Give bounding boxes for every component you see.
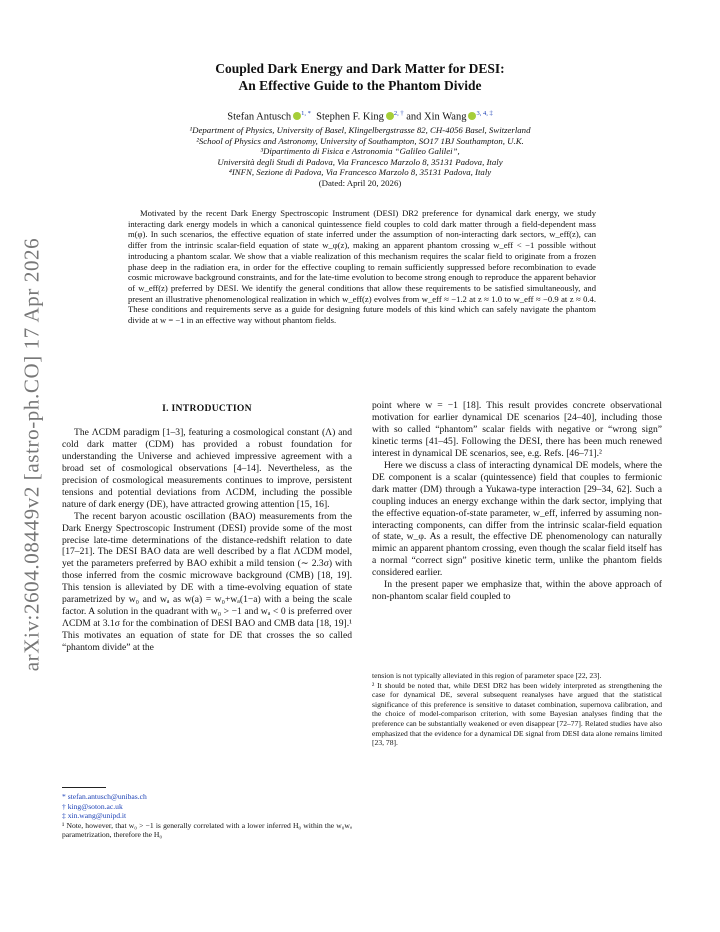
arxiv-sidebar-stamp [12, 224, 52, 684]
footnote-text: ² It should be noted that, while DESI DR2 has been widely interpreted as strengthening the case for dynamical DE, several subsequent reanalyses have argued that the statistical significance of this preference is sensitive to dataset combination, supernova calibration, and the choice of model-comparison criterion, with some Bayesian analyses finding that the preference can be substantially weakened or even disappear [72–77]. Related studies have also emphasized that the evidence for a dynamical DE signal from DESI data alone remains limited [23, 78]. [372, 680, 662, 748]
author-name: Xin Wang [424, 111, 467, 123]
author-conjunction: and [406, 111, 422, 123]
author-name: Stephen F. King [316, 111, 384, 123]
body-paragraph: point where w = −1 [18]. This result provides concrete observational motivation for earlier dynamical DE scenarios [24–40], including those with so called “phantom” scalar fields with negative or “wrong sign” kinetic terms [41–45]. Following the DESI, there has been much renewed interest in dynamical DE scenarios, see, e.g. Refs. [46–71].² [372, 400, 662, 459]
paper-title [80, 60, 640, 94]
orcid-icon[interactable] [293, 112, 301, 120]
affiliation-line: Università degli Studi di Padova, Via Francesco Marzolo 8, 35131 Padova, Italy [217, 156, 503, 167]
author-name: Stefan Antusch [227, 111, 292, 123]
footnote-rule [62, 787, 106, 788]
affiliation-line: ¹Department of Physics, University of Basel, Klingelbergstrasse 82, CH-4056 Basel, Switzerland [189, 125, 531, 135]
left-column [62, 400, 352, 654]
affiliation-line: ⁴INFN, Sezione di Padova, Via Francesco Marzolo 8, 35131 Padova, Italy [228, 167, 492, 178]
abstract: Motivated by the recent Dark Energy Spectroscopic Instrument (DESI) DR2 preference for dynamical dark energy, we study interacting dark energy models in which a canonical quintessence field couples to cold dark matter through a field-dependent mass m(φ). In such scenarios, the effective equation of state inferred under the assumption of non-interacting dark sectors, w_eff(z), can differ from the intrinsic scalar-field equation of state w_φ(z), making an apparent phantom crossing w_eff < −1 possible without introducing a phantom scalar. We show that a viable realization of this mechanism requires the scalar field to originate from a frozen phase deep in the radiation era, in order for the effective coupling to remain sufficiently suppressed before recombination to evade cosmic microwave background constraints, and for the late-time evolution to become strong enough to reproduce the apparent behavior of w_eff(z) preferred by DESI. We identify the general conditions that allow these requirements to be satisfied simultaneously, and present an illustrative phenomenological realization in which w_eff(z) evolves from w_eff ≈ −1.2 at z ≈ 1.0 to w_eff ≈ −0.9 at z ≈ 0.4. These conditions and requirements serve as a guide for designing future models of this kind which can safely navigate the phantom divide at w = −1 in an effective way without phantom fields. [128, 208, 596, 326]
footnotes-left [62, 792, 352, 840]
body-paragraph: The ΛCDM paradigm [1–3], featuring a cosmological constant (Λ) and cold dark matter (CDM) has provided a robust foundation for understanding the Universe and achieved impressive agreement with a broad set of cosmological observations [4–14]. Nevertheless, as the precision of cosmological measurements continues to improve, persistent tensions and potential deviations from ΛCDM, including the possible nature of dark energy (DE), have attracted growing attention [15, 16]. [62, 426, 352, 510]
affiliation-line: ³Dipartimento di Fisica e Astronomia “Galileo Galilei”, [260, 146, 460, 157]
title-line-2: An Effective Guide to the Phantom Divide [238, 78, 482, 93]
author-superscript[interactable]: 3, 4, ‡ [476, 110, 493, 117]
footnote-email[interactable]: ‡ xin.wang@unipd.it [62, 811, 127, 821]
section-heading: I. INTRODUCTION [162, 403, 252, 414]
footnote-email[interactable]: * stefan.antusch@unibas.ch [62, 792, 147, 801]
orcid-icon[interactable] [386, 112, 394, 120]
date-line: (Dated: April 20, 2026) [318, 177, 402, 188]
arxiv-identifier: arXiv:2604.08449v2 [astro-ph.CO] 17 Apr 2026 [19, 237, 44, 671]
title-line-1: Coupled Dark Energy and Dark Matter for DESI: [215, 61, 505, 76]
body-paragraph: In the present paper we emphasize that, within the above approach of non-phantom scalar field coupled to [372, 579, 662, 603]
footnotes-right [372, 671, 662, 748]
author-superscript[interactable]: 2, † [393, 110, 404, 117]
body-paragraph: The recent baryon acoustic oscillation (BAO) measurements from the Dark Energy Spectroscopic Instrument (DESI) provide some of the most precise late-time determinations of the distance-redshift relation to date [17–21]. The DESI BAO data are well described by a flat ΛCDM model, yet the parameters preferred by BAO exhibit a mild tension (∼ 2.3σ) with those inferred from the cosmic microwave background (CMB) [18, 19]. This tension is alleviated by DE with a time-evolving equation of state parametrized by w₀ and wₐ as w(a) = w₀+wₐ(1−a) with a being the scale factor. A solution in the quadrant with w₀ > −1 and wₐ < 0 is preferred over ΛCDM at 3.1σ for the combination of DESI BAO and CMB data [18, 19].¹ This motivates an equation of state for DE that crosses the so called “phantom divide” at the [62, 510, 352, 654]
body-paragraph: Here we discuss a class of interacting dynamical DE models, where the DE component is a scalar (quintessence) field that couples to fermionic dark matter (DM) through a Yukawa-type interaction [29–34, 62]. Such a coupling induces an energy exchange within the dark sector, implying that the effective equation-of-state parameter, w_eff, inferred by assuming non-interacting components, can differ from the intrinsic scalar-field equation of state, w_φ. As a result, the effective DE phenomenology can naturally mimic an apparent phantom crossing, even though the scalar field itself has a normal “correct sign” positive kinetic term, unlike the phantom fields considered earlier. [372, 459, 662, 579]
footnote-text: tension is not typically alleviated in this region of parameter space [22, 23]. [372, 671, 602, 680]
author-list [80, 110, 640, 123]
footnote-email[interactable]: † king@soton.ac.uk [62, 801, 123, 811]
footnote-text: ¹ Note, however, that w₀ > −1 is generally correlated with a lower inferred H₀ within the w₀wₐ parametrization, therefore the H₀ [62, 820, 352, 840]
right-column [372, 400, 662, 603]
affiliations [80, 125, 640, 189]
affiliation-line: ²School of Physics and Astronomy, University of Southampton, SO17 1BJ Southampton, U.K. [196, 135, 524, 146]
author-superscript[interactable]: 1, * [301, 110, 311, 117]
